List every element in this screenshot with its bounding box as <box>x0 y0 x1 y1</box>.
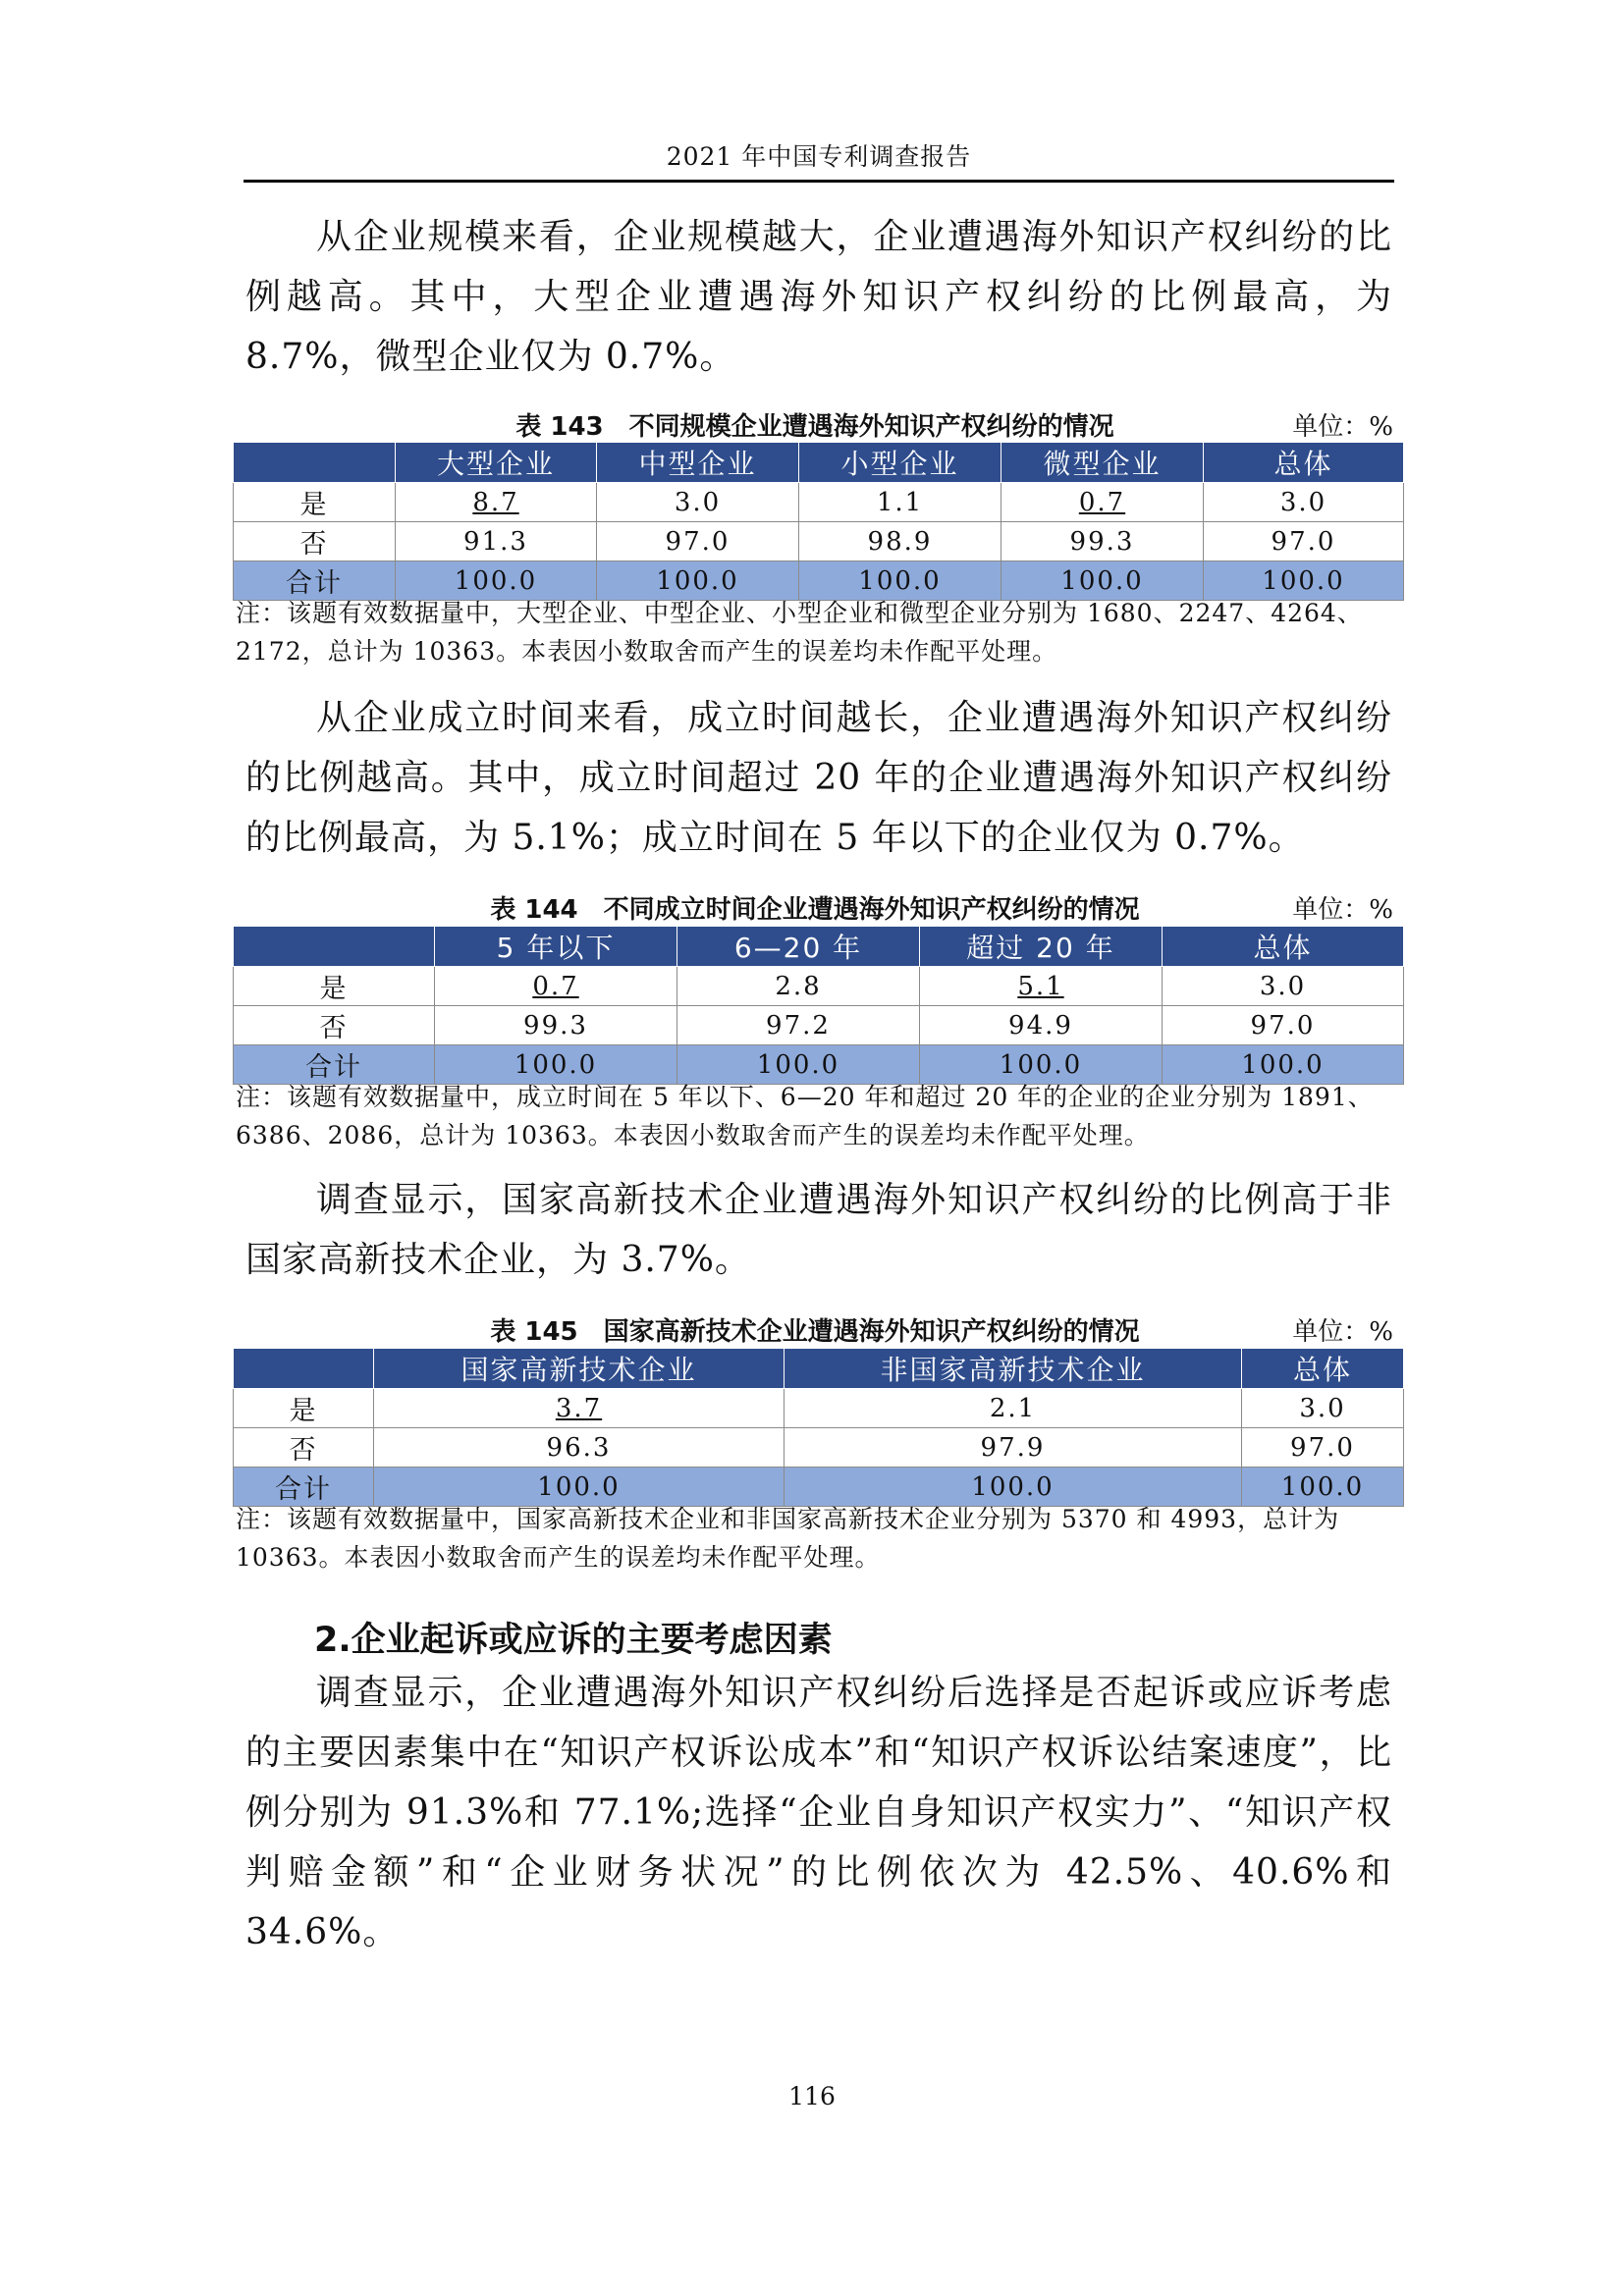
table-cell: 100.0 <box>799 561 1001 601</box>
table-cell: 97.0 <box>597 522 799 561</box>
row-label: 合计 <box>234 1468 374 1507</box>
row-label: 否 <box>234 1428 374 1468</box>
row-label: 是 <box>234 967 435 1006</box>
table-cell: 94.9 <box>920 1006 1163 1045</box>
header-rule <box>244 180 1394 183</box>
table-cell: 100.0 <box>435 1045 677 1085</box>
table-143-note: 注：该题有效数据量中，大型企业、中型企业、小型企业和微型企业分别为 1680、2247、4264、2172，总计为 10363。本表因小数取舍而产生的误差均未作配平处理。 <box>236 599 1363 666</box>
table-cell <box>920 967 1163 1006</box>
column-header: 总体 <box>1204 443 1404 483</box>
table-cell: 3.0 <box>1163 967 1404 1006</box>
table-cell: 100.0 <box>1204 561 1404 601</box>
table-cell: 2.1 <box>785 1389 1242 1428</box>
table-cell: 3.0 <box>597 483 799 522</box>
table-145-unit: 单位：% <box>1292 1317 1393 1347</box>
column-header: 小型企业 <box>799 443 1001 483</box>
table-cell <box>1001 483 1204 522</box>
column-header: 总体 <box>1163 927 1404 967</box>
table-cell: 91.3 <box>396 522 597 561</box>
row-label: 是 <box>234 483 396 522</box>
table-cell: 100.0 <box>1001 561 1204 601</box>
paragraph-company-size: 从企业规模来看，企业规模越大，企业遭遇海外知识产权纠纷的比例越高。其中，大型企业遭遇海外知识产权纠纷的比例最高，为 8.7%，微型企业仅为 0.7%。 <box>245 217 1392 377</box>
table-cell <box>374 1389 785 1428</box>
column-header: 微型企业 <box>1001 443 1204 483</box>
table-cell: 97.2 <box>677 1006 920 1045</box>
table-143 <box>233 442 1404 601</box>
column-header: 超过 20 年 <box>920 927 1163 967</box>
table-cell <box>435 967 677 1006</box>
paragraph-high-tech: 调查显示，国家高新技术企业遭遇海外知识产权纠纷的比例高于非国家高新技术企业，为 3.7%。 <box>245 1180 1392 1280</box>
table-144-unit: 单位：% <box>1292 895 1393 925</box>
column-header: 总体 <box>1242 1349 1404 1389</box>
table-cell: 100.0 <box>1163 1045 1404 1085</box>
table-144 <box>233 926 1404 1085</box>
table-cell: 100.0 <box>785 1468 1242 1507</box>
table-cell: 2.8 <box>677 967 920 1006</box>
page-number: 116 <box>788 2082 836 2110</box>
table-cell: 98.9 <box>799 522 1001 561</box>
table-cell <box>396 483 597 522</box>
column-header: 非国家高新技术企业 <box>785 1349 1242 1389</box>
column-header: 中型企业 <box>597 443 799 483</box>
table-144-note: 注：该题有效数据量中，成立时间在 5 年以下、6—20 年和超过 20 年的企业的企业分别为 1891、6386、2086，总计为 10363。本表因小数取舍而产生的误差均未作配平处理。 <box>236 1083 1374 1149</box>
table-cell: 100.0 <box>677 1045 920 1085</box>
table-144-caption: 表 144 不同成立时间企业遭遇海外知识产权纠纷的情况 <box>490 895 1140 925</box>
column-header: 5 年以下 <box>435 927 677 967</box>
table-header-row <box>234 443 1404 483</box>
table-cell: 100.0 <box>1242 1468 1404 1507</box>
row-label: 否 <box>234 522 396 561</box>
table-cell: 97.0 <box>1163 1006 1404 1045</box>
row-label: 是 <box>234 1389 374 1428</box>
table-header-row <box>234 927 1404 967</box>
paragraph-establishment-time: 从企业成立时间来看，成立时间越长，企业遭遇海外知识产权纠纷的比例越高。其中，成立时间超过 20 年的企业遭遇海外知识产权纠纷的比例最高，为 5.1%；成立时间在 5 年以下的企业仅为 0.7%。 <box>245 698 1392 858</box>
table-corner-cell <box>234 927 435 967</box>
table-cell: 97.9 <box>785 1428 1242 1468</box>
highlighted-value: 0.7 <box>1078 487 1126 517</box>
table-row <box>234 967 1404 1006</box>
table-row <box>234 1428 1404 1468</box>
table-row <box>234 1389 1404 1428</box>
table-row <box>234 483 1404 522</box>
table-cell: 100.0 <box>396 561 597 601</box>
paragraph-litigation-factors: 调查显示，企业遭遇海外知识产权纠纷后选择是否起诉或应诉考虑的主要因素集中在“知识产权诉讼成本”和“知识产权诉讼结案速度”，比例分别为 91.3%和 77.1%;选择“企业自身知识产权实力”、“知识产权判赔金额”和“企业财务状况”的比例依次为 42.5%、40.6%和 34.6%。 <box>245 1673 1392 1952</box>
row-label: 否 <box>234 1006 435 1045</box>
table-143-unit: 单位：% <box>1292 412 1393 442</box>
table-cell: 97.0 <box>1242 1428 1404 1468</box>
highlighted-value: 5.1 <box>1017 971 1064 1001</box>
table-cell: 100.0 <box>374 1468 785 1507</box>
table-header-row <box>234 1349 1404 1389</box>
row-label: 合计 <box>234 561 396 601</box>
table-143-caption: 表 143 不同规模企业遭遇海外知识产权纠纷的情况 <box>515 412 1114 442</box>
highlighted-value: 3.7 <box>555 1393 603 1423</box>
table-cell: 99.3 <box>1001 522 1204 561</box>
table-row <box>234 522 1404 561</box>
table-corner-cell <box>234 1349 374 1389</box>
table-cell: 1.1 <box>799 483 1001 522</box>
running-header: 2021 年中国专利调查报告 <box>666 142 972 171</box>
table-145-caption-row <box>233 1308 1397 1347</box>
table-145 <box>233 1348 1404 1507</box>
table-145-caption: 表 145 国家高新技术企业遭遇海外知识产权纠纷的情况 <box>490 1317 1140 1347</box>
highlighted-value: 0.7 <box>532 971 579 1001</box>
table-cell: 3.0 <box>1242 1389 1404 1428</box>
table-cell: 96.3 <box>374 1428 785 1468</box>
table-cell: 100.0 <box>920 1045 1163 1085</box>
table-144-caption-row <box>233 885 1397 925</box>
table-cell: 100.0 <box>597 561 799 601</box>
table-row <box>234 1006 1404 1045</box>
row-label: 合计 <box>234 1045 435 1085</box>
section-heading: 2.企业起诉或应诉的主要考虑因素 <box>314 1621 833 1660</box>
table-cell: 97.0 <box>1204 522 1404 561</box>
table-143-caption-row <box>233 402 1397 442</box>
table-cell: 3.0 <box>1204 483 1404 522</box>
table-145-note: 注：该题有效数据量中，国家高新技术企业和非国家高新技术企业分别为 5370 和 4993，总计为 10363。本表因小数取舍而产生的误差均未作配平处理。 <box>236 1505 1340 1572</box>
table-corner-cell <box>234 443 396 483</box>
highlighted-value: 8.7 <box>472 487 519 517</box>
column-header: 大型企业 <box>396 443 597 483</box>
table-cell: 99.3 <box>435 1006 677 1045</box>
column-header: 国家高新技术企业 <box>374 1349 785 1389</box>
column-header: 6—20 年 <box>677 927 920 967</box>
